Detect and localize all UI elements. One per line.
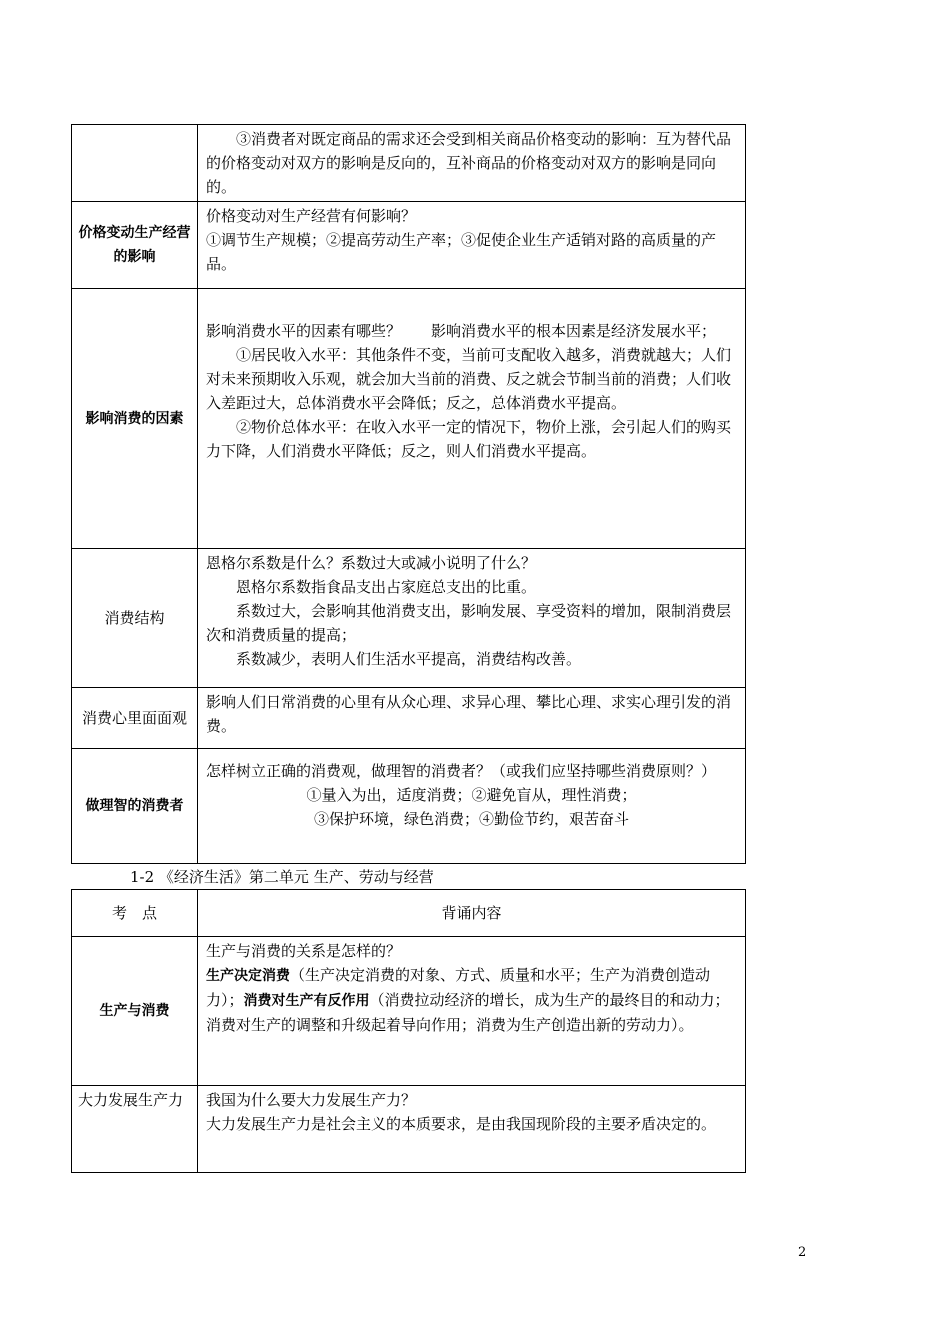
question: 价格变动对生产经营有何影响？: [206, 207, 417, 225]
table-row: [72, 1086, 746, 1173]
table-row: [72, 549, 746, 688]
table-row: [72, 202, 746, 289]
row-key: 消费结构: [72, 549, 198, 688]
table-row: [72, 125, 746, 202]
emphasis: 生产决定消费: [206, 968, 290, 984]
question: 生产与消费的关系是怎样的？: [206, 942, 402, 960]
paragraph: ③消费者对既定商品的需求还会受到相关商品价格变动的影响：互为替代品的价格变动对双方的影响是反向的，互补商品的价格变动对双方的影响是同向的。: [206, 130, 732, 196]
section-caption: 1-2 《经济生活》第二单元 生产、劳动与经营: [130, 868, 434, 886]
paragraph: 系数过大，会影响其他消费支出，影响发展、享受资料的增加，限制消费层次和消费质量的提高；: [206, 602, 732, 644]
consumption-table: [71, 124, 746, 864]
paragraph: ③保护环境，绿色消费；④勤俭节约，艰苦奋斗: [313, 810, 629, 828]
row-content: [198, 749, 746, 864]
row-key: [72, 125, 198, 202]
question: 我国为什么要大力发展生产力？: [206, 1091, 417, 1109]
paragraph: ②物价总体水平：在收入水平一定的情况下，物价上涨，会引起人们的购买力下降，人们消费水平降低；反之，则人们消费水平提高。: [206, 418, 732, 460]
header-cell-content: 背诵内容: [198, 890, 746, 937]
question: 怎样树立正确的消费观，做理智的消费者？（或我们应坚持哪些消费原则？）: [206, 762, 717, 780]
table-row: [72, 937, 746, 1086]
paragraph: 系数减少，表明人们生活水平提高，消费结构改善。: [236, 650, 582, 668]
table-row: [72, 688, 746, 749]
row-content: [198, 202, 746, 289]
paragraph: ①量入为出，适度消费；②避免盲从，理性消费；: [306, 786, 637, 804]
row-content: [198, 289, 746, 549]
answer: ①调节生产规模；②提高劳动生产率；③促使企业生产适销对路的高质量的产品。: [206, 231, 717, 273]
header-cell-topic: 考 点: [72, 890, 198, 937]
row-content: [198, 549, 746, 688]
row-content: [198, 1086, 746, 1173]
production-table: [71, 889, 746, 1173]
answer-text: （生产决定消费的对象、方式、质量和水平；生产为消费创造动力）；: [206, 966, 711, 1009]
row-content: [198, 688, 746, 749]
row-content: [198, 937, 746, 1086]
paragraph: 影响人们日常消费的心里有从众心理、求异心理、攀比心理、求实心理引发的消费。: [206, 693, 732, 735]
row-content: [198, 125, 746, 202]
answer: [206, 963, 737, 1037]
question: 恩格尔系数是什么？系数过大或减小说明了什么？: [206, 554, 537, 572]
table-row: [72, 749, 746, 864]
question: 影响消费水平的因素有哪些？ 影响消费水平的根本因素是经济发展水平；: [206, 322, 717, 340]
paragraph: 恩格尔系数指食品支出占家庭总支出的比重。: [236, 578, 537, 596]
row-key: 生产与消费: [72, 937, 198, 1086]
answer-text: （消费拉动经济的增长，成为生产的最终目的和动力；消费对生产的调整和升级起着导向作用；消费为生产创造出新的劳动力）。: [206, 991, 730, 1034]
page-number: 2: [798, 1245, 807, 1260]
table-row: [72, 289, 746, 549]
row-key: 大力发展生产力: [72, 1086, 198, 1173]
paragraph: ①居民收入水平：其他条件不变，当前可支配收入越多，消费就越大；人们对未来预期收入乐观，就会加大当前的消费、反之就会节制当前的消费；人们收入差距过大，总体消费水平会降低；反之，总体消费水平提高。: [206, 346, 732, 412]
table-header-row: [72, 890, 746, 937]
emphasis: 消费对生产有反作用: [243, 993, 370, 1009]
answer: 大力发展生产力是社会主义的本质要求，是由我国现阶段的主要矛盾决定的。: [206, 1115, 717, 1133]
row-key: 价格变动生产经营的影响: [72, 202, 198, 289]
row-key: 影响消费的因素: [72, 289, 198, 549]
row-key: 消费心里面面观: [72, 688, 198, 749]
row-key: 做理智的消费者: [72, 749, 198, 864]
